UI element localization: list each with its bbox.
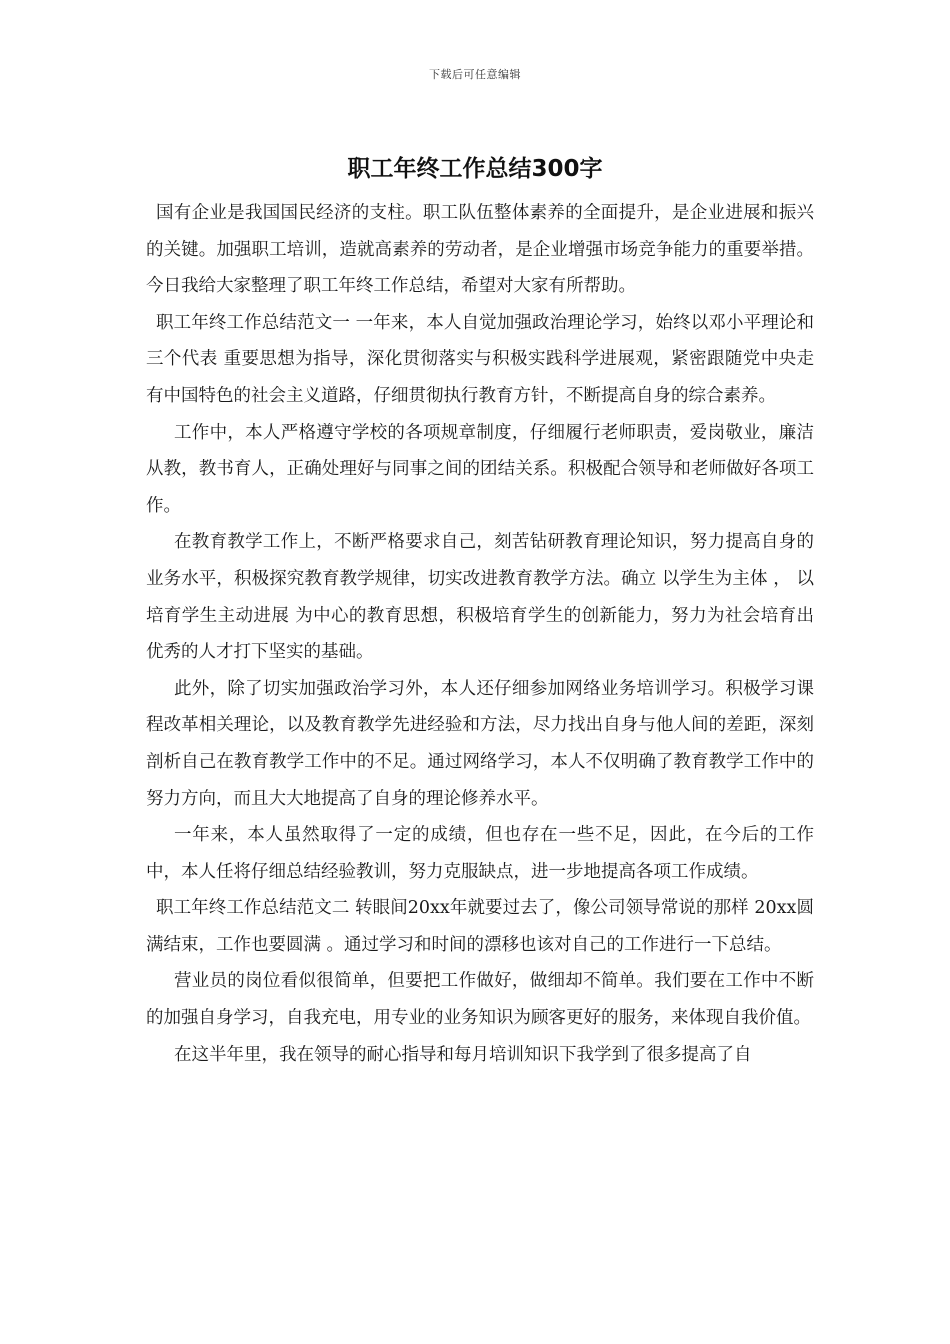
paragraph-sample-two: 职工年终工作总结范文二 转眼间20xx年就要过去了，像公司领导常说的那样 20xx圆满结束，工作也要圆满 。通过学习和时间的漂移也该对自己的工作进行一下总结。 xyxy=(146,898,814,955)
paragraph-teaching: 在教育教学工作上，不断严格要求自己，刻苦钻研教育理论知识，努力提高自身的业务水平，积极探究教育教学规律，切实改进教育教学方法。确立 以学生为主体 ， 以培育学生主动进展 为中心的教育思想，积极培育学生的创新能力，努力为社会培育出优秀的人才打下坚实的基础。 xyxy=(146,532,814,663)
document-body xyxy=(146,195,814,1073)
paragraph-training: 此外，除了切实加强政治学习外，本人还仔细参加网络业务培训学习。积极学习课程改革相关理论，以及教育教学先进经验和方法，尽力找出自身与他人间的差距，深刻剖析自己在教育教学工作中的不足。通过网络学习，本人不仅明确了教育教学工作中的努力方向，而且大大地提高了自身的理论修养水平。 xyxy=(146,678,814,809)
paragraph-work-discipline: 工作中，本人严格遵守学校的各项规章制度，仔细履行老师职责，爱岗敬业，廉洁从教，教书育人，正确处理好与同事之间的团结关系。积极配合领导和老师做好各项工作。 xyxy=(146,422,814,516)
paragraph-sales-role: 营业员的岗位看似很简单，但要把工作做好，做细却不简单。我们要在工作中不断的加强自身学习，自我充电，用专业的业务知识为顾客更好的服务，来体现自我价值。 xyxy=(146,971,814,1029)
header-note: 下载后可任意编辑 xyxy=(429,68,521,81)
paragraph-sample-one: 职工年终工作总结范文一 一年来，本人自觉加强政治理论学习，始终以邓小平理论和 三个代表 重要思想为指导，深化贯彻落实与积极实践科学进展观，紧密跟随党中央走有中国特色的社会主义道路，仔细贯彻执行教育方针，不断提高自身的综合素养。 xyxy=(146,312,814,406)
paragraph-intro: 国有企业是我国国民经济的支柱。职工队伍整体素养的全面提升，是企业进展和振兴的关键。加强职工培训，造就高素养的劳动者，是企业增强市场竞争能力的重要举措。今日我给大家整理了职工年终工作总结，希望对大家有所帮助。 xyxy=(146,203,814,297)
document-title: 职工年终工作总结300字 xyxy=(347,156,603,182)
paragraph-half-year: 在这半年里，我在领导的耐心指导和每月培训知识下我学到了很多提高了自 xyxy=(174,1044,752,1065)
paragraph-summary-one: 一年来，本人虽然取得了一定的成绩，但也存在一些不足，因此，在今后的工作中，本人任将仔细总结经验教训，努力克服缺点，进一步地提高各项工作成绩。 xyxy=(146,825,814,882)
